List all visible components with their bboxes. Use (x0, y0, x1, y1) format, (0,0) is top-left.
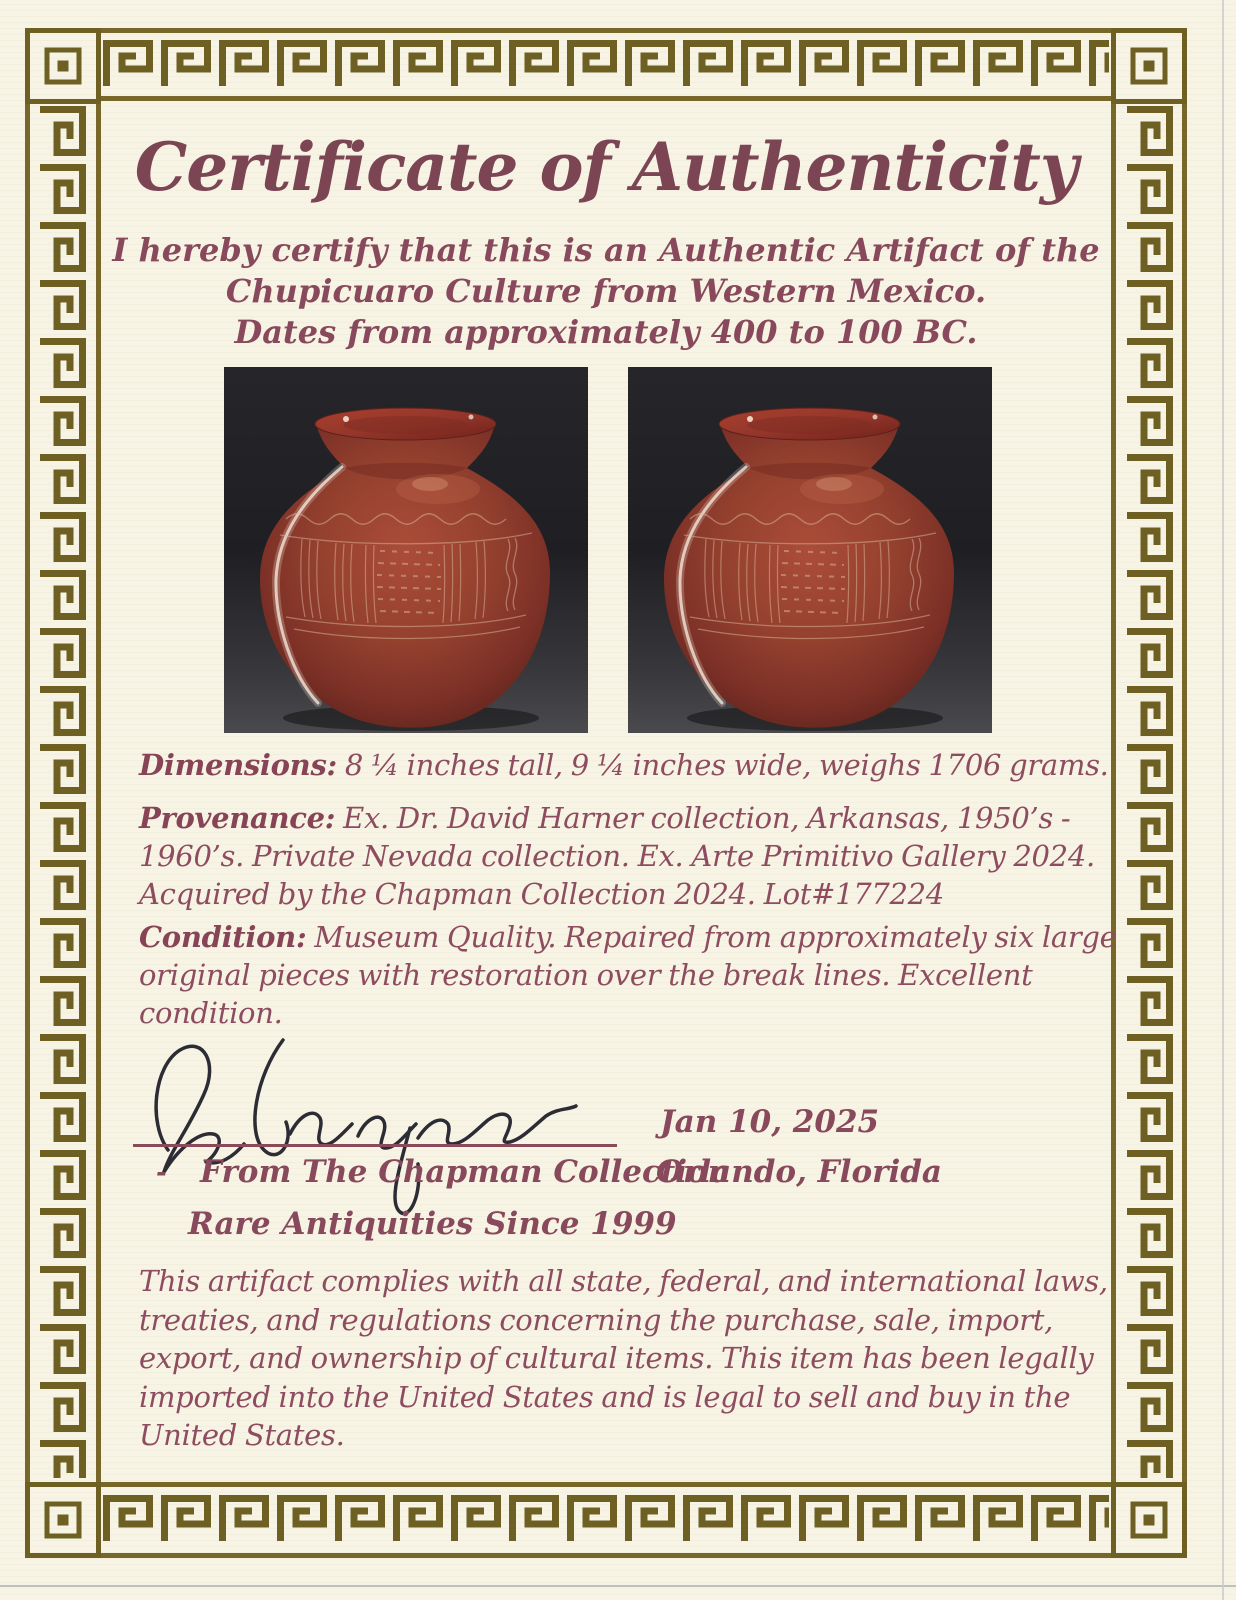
certify-line-2: Chupicuaro Culture from Western Mexico. (225, 272, 987, 310)
dimensions-label: Dimensions: (139, 748, 337, 782)
certificate-title: Certificate of Authenticity (134, 128, 1078, 206)
scan-artifact-right-line (1222, 0, 1224, 1600)
provenance-label: Provenance: (139, 801, 336, 835)
pre-dash-mark: - (156, 1158, 167, 1188)
artifact-photo-left (224, 367, 588, 733)
border-strip-bottom (103, 1495, 1109, 1541)
collection-tagline: Rare Antiquities Since 1999 (188, 1206, 677, 1242)
certify-line-1: I hereby certify that this is an Authentic Artifact of the (112, 231, 1100, 269)
certification-statement (101, 230, 1111, 353)
certificate-date: Jan 10, 2025 (660, 1104, 880, 1140)
signature-line (133, 1144, 617, 1147)
border-strip-top (103, 40, 1109, 86)
dimensions-text: 8 ¼ inches tall, 9 ¼ inches wide, weighs 1706 grams. (344, 748, 1109, 782)
legal-compliance-paragraph: This artifact complies with all state, federal, and international laws, treaties, and regulations concerning the purchase, sale, import, export, and ownership of cultural items. This item has been legally imported into the United States and is legal to sell and buy in the United States. (139, 1264, 1108, 1452)
handwritten-signature (120, 1032, 620, 1222)
certify-line-3: Dates from approximately 400 to 100 BC. (234, 313, 978, 351)
collection-name: From The Chapman Collection (200, 1154, 731, 1190)
scan-artifact-bottom-line (0, 1585, 1236, 1587)
artifact-photo-right (628, 367, 992, 733)
collection-location: Orlando, Florida (656, 1154, 943, 1190)
condition-label: Condition: (139, 920, 307, 954)
condition-text: Museum Quality. Repaired from approximately six large original pieces with restoration over the break lines. Excellent condition. (139, 920, 1117, 1030)
dimensions-paragraph (139, 746, 1124, 784)
border-strip-right (1127, 106, 1173, 1478)
provenance-text: Ex. Dr. David Harner collection, Arkansas, 1950’s - 1960’s. Private Nevada collection. Ex. Arte Primitivo Gallery 2024. Acquired by the Chapman Collection 2024. Lot#177224 (139, 801, 1095, 911)
condition-paragraph (139, 918, 1124, 1032)
provenance-paragraph (139, 799, 1124, 913)
border-strip-left (40, 106, 86, 1478)
